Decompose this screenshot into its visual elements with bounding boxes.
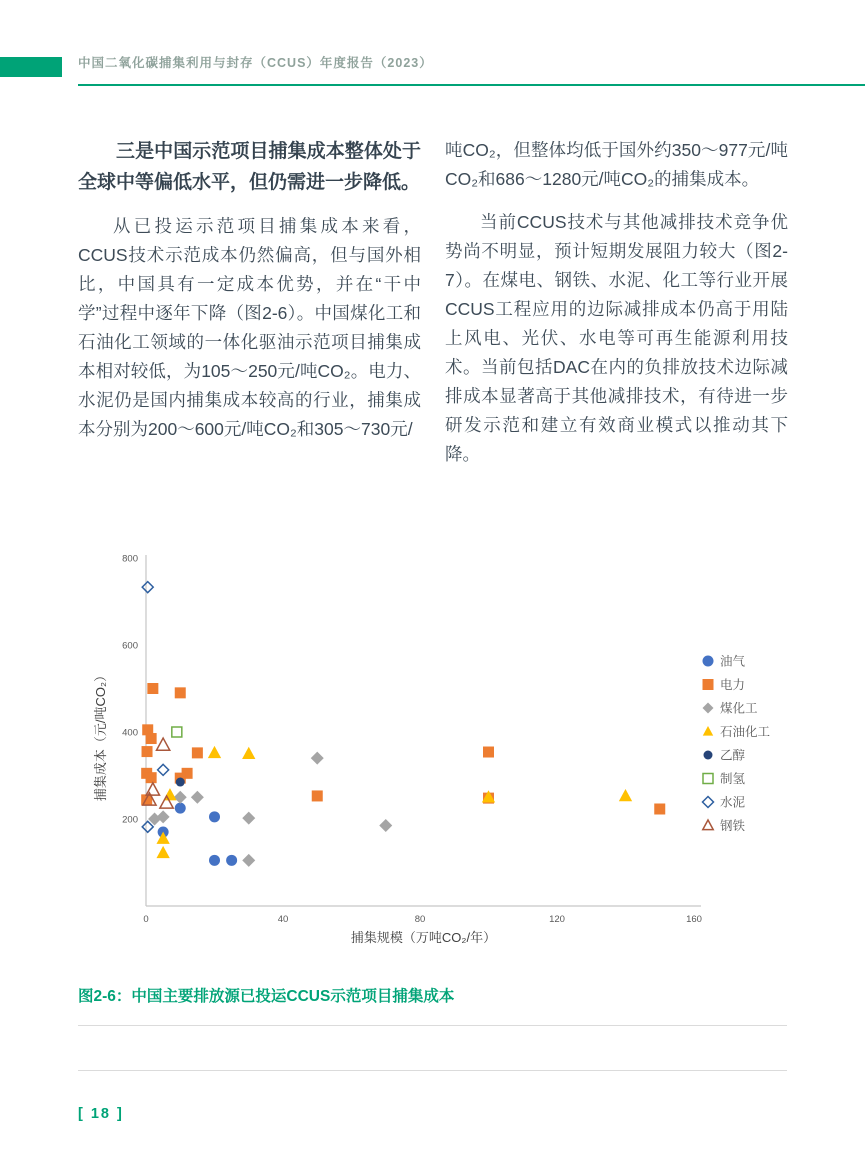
data-point-电力 bbox=[192, 747, 203, 758]
data-point-煤化工 bbox=[311, 752, 324, 765]
data-point-煤化工 bbox=[242, 854, 255, 867]
data-point-煤化工 bbox=[191, 791, 204, 804]
data-point-油气 bbox=[175, 803, 186, 814]
x-tick-label: 80 bbox=[414, 914, 426, 925]
data-point-煤化工 bbox=[242, 812, 255, 825]
x-tick-label: 120 bbox=[549, 914, 565, 925]
data-point-钢铁 bbox=[156, 738, 169, 750]
data-point-电力 bbox=[312, 790, 323, 801]
data-point-水泥 bbox=[142, 582, 153, 593]
legend-label: 水泥 bbox=[720, 795, 746, 810]
paragraph: 吨CO₂，但整体均低于国外约350～977元/吨CO₂和686～1280元/吨CO₂的捕集成本。 bbox=[445, 140, 788, 189]
data-point-电力 bbox=[142, 746, 153, 757]
legend-marker-钢铁 bbox=[703, 820, 713, 830]
paragraph: 当前CCUS技术与其他减排技术竞争优势尚不明显，预计短期发展阻力较大（图2-7）。在煤电、钢铁、水泥、化工等行业开展CCUS工程应用的边际减排成本仍高于用陆上风电、光伏、水电等可再生能源利用技术。当前包括DAC在内的负排放技术边际减排成本显著高于其他减排技术，有待进一步研发示范和建立有效商业模式以推动其下降。 bbox=[445, 212, 788, 464]
x-axis-title: 捕集规模（万吨CO₂/年） bbox=[350, 930, 497, 945]
article-body bbox=[78, 136, 788, 483]
data-point-石油化工 bbox=[619, 789, 632, 801]
data-point-乙醇 bbox=[176, 778, 185, 787]
data-point-电力 bbox=[483, 747, 494, 758]
data-point-油气 bbox=[209, 855, 220, 866]
page-number: [ 18 ] bbox=[78, 1106, 124, 1122]
legend-label: 煤化工 bbox=[720, 701, 758, 716]
paragraph: 从已投运示范项目捕集成本来看，CCUS技术示范成本仍然偏高，但与国外相比，中国具有一定成本优势，并在“干中学”过程中逐年下降（图2-6）。中国煤化工和石油化工领域的一体化驱油示范项目捕集成本相对较低，为105～250元/吨CO₂。电力、水泥仍是国内捕集成本较高的行业，捕集成本分别为200～600元/吨CO₂和305～730元/ bbox=[78, 216, 421, 439]
data-point-煤化工 bbox=[174, 791, 187, 804]
data-point-电力 bbox=[147, 683, 158, 694]
legend-marker-煤化工 bbox=[703, 703, 714, 714]
data-point-电力 bbox=[146, 772, 157, 783]
legend-marker-水泥 bbox=[703, 797, 714, 808]
divider bbox=[78, 1070, 787, 1071]
data-point-水泥 bbox=[142, 821, 153, 832]
x-tick-label: 40 bbox=[277, 914, 289, 925]
data-point-电力 bbox=[654, 803, 665, 814]
data-point-油气 bbox=[226, 855, 237, 866]
data-point-钢铁 bbox=[146, 783, 159, 795]
y-axis-title: 捕集成本（元/吨CO₂） bbox=[93, 668, 108, 802]
legend-marker-乙醇 bbox=[704, 751, 713, 760]
legend-marker-电力 bbox=[703, 679, 714, 690]
legend-marker-油气 bbox=[703, 656, 714, 667]
legend-label: 电力 bbox=[720, 678, 746, 692]
legend-marker-制氢 bbox=[703, 774, 713, 784]
legend-label: 石油化工 bbox=[720, 725, 771, 739]
left-column bbox=[78, 136, 421, 483]
header-accent-block bbox=[0, 57, 62, 77]
legend-label: 制氢 bbox=[720, 772, 746, 786]
data-point-油气 bbox=[209, 811, 220, 822]
data-point-石油化工 bbox=[156, 846, 169, 858]
data-point-水泥 bbox=[158, 764, 169, 775]
header-rule bbox=[78, 84, 865, 86]
data-point-电力 bbox=[146, 733, 157, 744]
y-tick-label: 800 bbox=[122, 553, 138, 565]
legend-marker-石油化工 bbox=[703, 726, 713, 736]
y-tick-label: 600 bbox=[122, 640, 138, 652]
scatter-chart bbox=[80, 550, 810, 965]
data-point-煤化工 bbox=[379, 819, 392, 832]
y-tick-label: 400 bbox=[122, 727, 138, 739]
legend-label: 乙醇 bbox=[720, 748, 746, 763]
x-tick-label: 160 bbox=[686, 914, 702, 925]
right-column bbox=[445, 136, 788, 483]
data-point-制氢 bbox=[172, 727, 182, 737]
legend-label: 油气 bbox=[720, 654, 746, 669]
divider bbox=[78, 1025, 787, 1026]
figure-caption: 图2-6：中国主要排放源已投运CCUS示范项目捕集成本 bbox=[78, 988, 455, 1005]
report-title: 中国二氧化碳捕集利用与封存（CCUS）年度报告（2023） bbox=[78, 56, 433, 70]
data-point-石油化工 bbox=[242, 747, 255, 759]
data-point-电力 bbox=[175, 687, 186, 698]
section-heading: 三是中国示范项目捕集成本整体处于全球中等偏低水平，但仍需进一步降低。 bbox=[78, 141, 421, 193]
x-tick-label: 0 bbox=[143, 914, 149, 925]
y-tick-label: 200 bbox=[122, 814, 138, 826]
legend-label: 钢铁 bbox=[720, 819, 746, 833]
data-point-石油化工 bbox=[208, 746, 221, 758]
